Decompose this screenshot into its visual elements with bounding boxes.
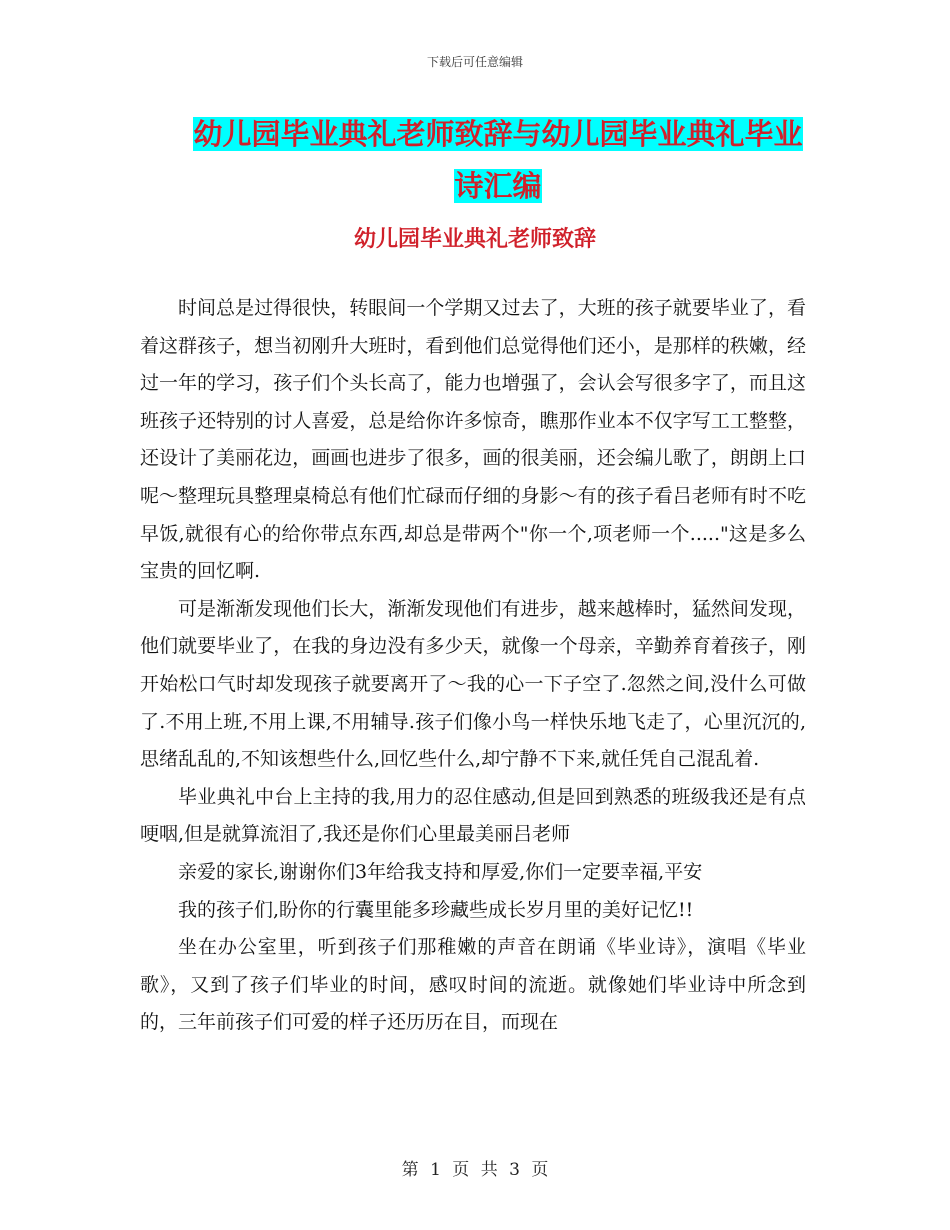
paragraph: 时间总是过得很快，转眼间一个学期又过去了，大班的孩子就要毕业了，看着这群孩子，想当初刚升大班时，看到他们总觉得他们还小，是那样的秩嫩，经过一年的学习，孩子们个头长高了，能力也增强了，会认会写很多字了，而且这班孩子还特别的讨人喜爱，总是给你许多惊奇，瞧那作业本不仅字写工工整整，还设计了美丽花边，画画也进步了很多，画的很美丽，还会编儿歌了，朗朗上口呢～整理玩具整理桌椅总有他们忙碌而仔细的身影～有的孩子看吕老师有时不吃早饭,就很有心的给你带点东西,却总是带两个"你一个,项老师一个....."这是多么宝贵的回忆啊. — [140, 297, 806, 583]
section-title: 幼儿园毕业典礼老师致辞 — [353, 227, 596, 252]
paragraph: 毕业典礼中台上主持的我,用力的忍住感动,但是回到熟悉的班级我还是有点哽咽,但是就算流泪了,我还是你们心里最美丽吕老师 — [140, 785, 806, 846]
document-title — [188, 108, 808, 212]
paragraph: 可是渐渐发现他们长大，渐渐发现他们有进步，越来越棒时，猛然间发现，他们就要毕业了，在我的身边没有多少天，就像一个母亲，辛勤养育着孩子，刚开始松口气时却发现孩子就要离开了～我的心一下子空了.忽然之间,没什么可做了.不用上班,不用上课,不用辅导.孩子们像小鸟一样快乐地飞走了，心里沉沉的,思绪乱乱的,不知该想些什么,回忆些什么,却宁静不下来,就任凭自己混乱着. — [140, 597, 806, 771]
paragraph: 亲爱的家长,谢谢你们3年给我支持和厚爱,你们一定要幸福,平安 — [178, 860, 703, 883]
header-note: 下载后可任意编辑 — [426, 55, 523, 69]
document-title-text: 幼儿园毕业典礼老师致辞与幼儿园毕业典礼毕业诗汇编 — [193, 117, 803, 203]
page-footer: 第 1 页 共 3 页 — [401, 1160, 549, 1180]
paragraph: 我的孩子们,盼你的行囊里能多珍藏些成长岁月里的美好记忆!! — [178, 898, 694, 921]
paragraph: 坐在办公室里，听到孩子们那稚嫩的声音在朗诵《毕业诗》，演唱《毕业歌》，又到了孩子们毕业的时间，感叹时间的流逝。就像她们毕业诗中所念到的，三年前孩子们可爱的样子还历历在目，而现在 — [140, 936, 806, 1034]
document-body — [140, 290, 806, 1042]
